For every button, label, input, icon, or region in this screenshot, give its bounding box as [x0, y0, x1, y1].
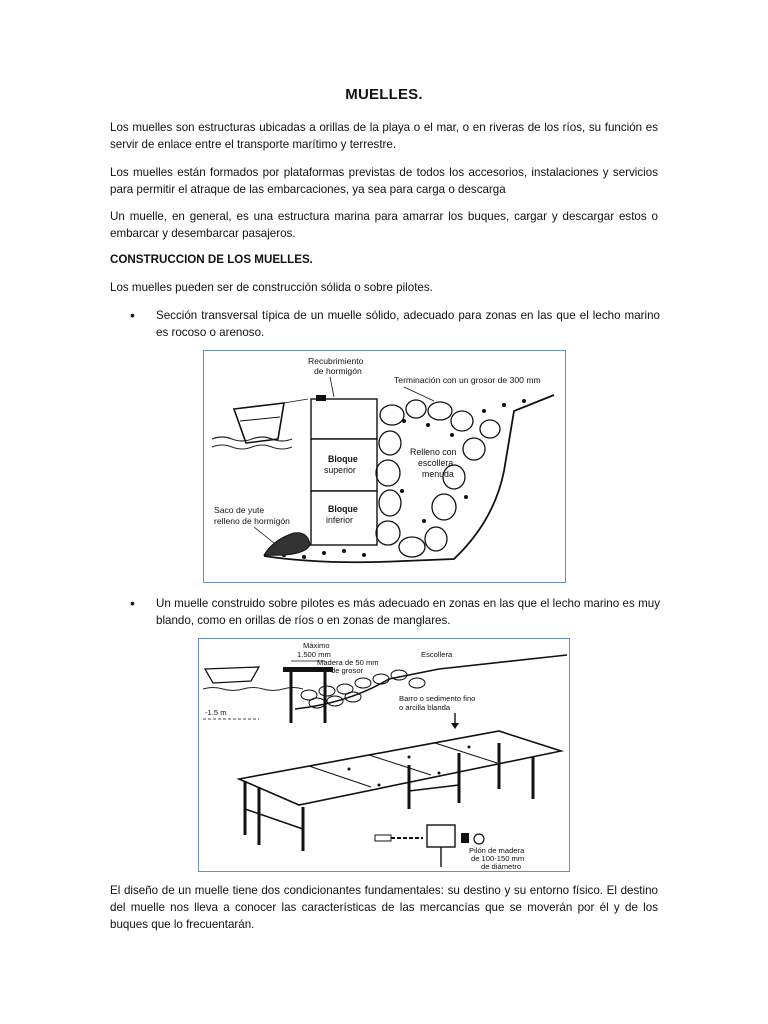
label-saco-2: relleno de hormigón	[214, 516, 290, 526]
bullet-icon: •	[130, 307, 135, 323]
label-pilon-1: Pilón de madera	[469, 846, 525, 855]
pile-dock-diagram	[199, 639, 569, 871]
paragraph-1: Los muelles son estructuras ubicadas a orillas de la playa o el mar, o en riveras de los ríos, su función es servir de enlace entre el transporte marítimo y terrestre.	[110, 121, 658, 151]
page-title: MUELLES.	[345, 86, 423, 103]
label-bloque-superior-2: superior	[324, 465, 356, 475]
label-barro-1: Barro o sedimento fino	[399, 694, 476, 703]
label-relleno-3: menuda	[422, 469, 454, 479]
closing-paragraph: El diseño de un muelle tiene dos condicionantes fundamentales: su destino y su entorno físico. El destino del muelle nos lleva a conocer las características de las mercancías que se moverán por él y de los buques que lo frecuentarán.	[110, 884, 658, 931]
label-maximo-1: Máximo	[303, 641, 330, 650]
label-bloque-inferior-1: Bloque	[328, 504, 358, 514]
label-barro-2: o arcilla blanda	[399, 703, 451, 712]
label-madera-1: Madera de 50 mm	[317, 658, 379, 667]
label-pilon-3: de diámetro	[481, 862, 522, 871]
label-pilon-2: de 100-150 mm	[471, 854, 525, 863]
figure-pile-dock	[198, 638, 570, 872]
label-bloque-inferior-2: inferior	[326, 515, 353, 525]
bullet-text: Un muelle construido sobre pilotes es más adecuado en zonas en las que el lecho marino es muy blando, como en orillas de ríos o en zonas de manglares.	[156, 597, 660, 627]
label-terminacion: Terminación con un grosor de 300 mm	[394, 375, 541, 385]
paragraph-2: Los muelles están formados por plataformas previstas de todos los accesorios, instalaciones y servicios para permitir el atraque de las embarcaciones, ya sea para carga o descarga	[110, 166, 658, 196]
label-recubrimiento: Recubrimiento	[308, 356, 364, 366]
section-intro: Los muelles pueden ser de construcción sólida o sobre pilotes.	[110, 281, 433, 294]
label-relleno-2: escollera	[418, 458, 454, 468]
bullet-text: Sección transversal típica de un muelle sólido, adecuado para zonas en las que el lecho marino es rocoso o arenoso.	[156, 309, 660, 339]
solid-dock-diagram	[204, 351, 565, 582]
section-heading: CONSTRUCCION DE LOS MUELLES.	[110, 253, 313, 266]
label-depth: -1.5 m	[205, 708, 227, 717]
bullet-icon: •	[130, 595, 135, 611]
paragraph-3: Un muelle, en general, es una estructura marina para amarrar los buques, cargar y descargar estos o embarcar y desembarcar pasajeros.	[110, 210, 658, 240]
label-saco-1: Saco de yute	[214, 505, 265, 515]
boat-icon	[205, 667, 259, 683]
figure-solid-dock-section	[203, 350, 566, 583]
label-relleno-1: Relleno con	[410, 447, 457, 457]
label-maximo-2: 1.500 mm	[297, 650, 331, 659]
label-escollera: Escollera	[421, 650, 453, 659]
label-bloque-superior-1: Bloque	[328, 454, 358, 464]
label-madera-2: de grosor	[331, 666, 364, 675]
label-de-hormigon: de hormigón	[314, 366, 362, 376]
